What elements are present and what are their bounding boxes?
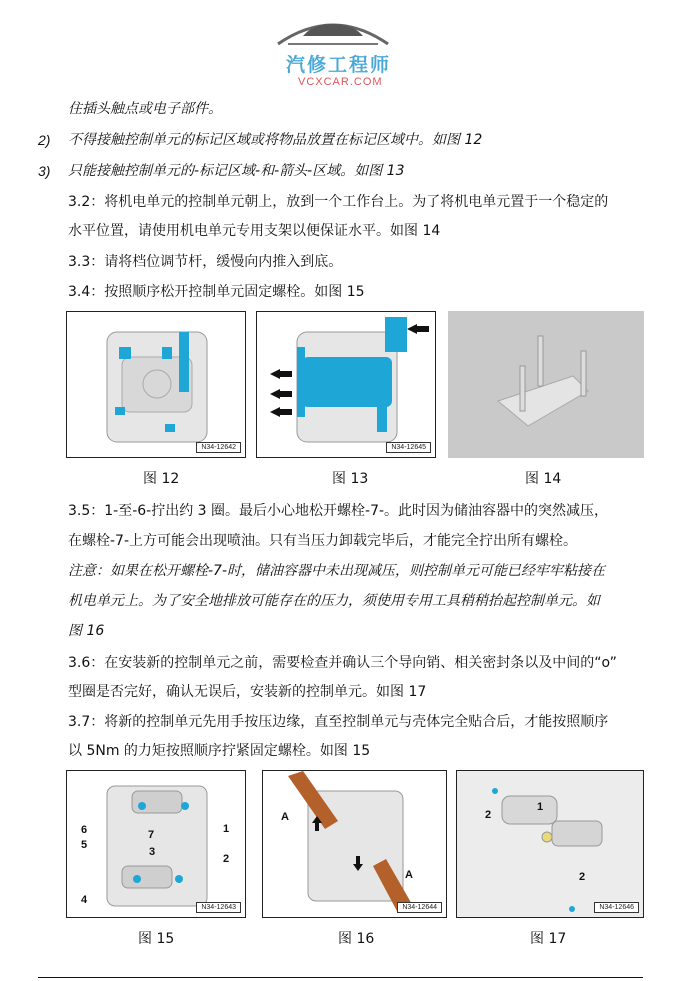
car-logo-icon	[268, 14, 398, 54]
callout-2: 2	[223, 853, 230, 865]
caption-figure-16: 图 16	[338, 931, 375, 947]
callout-2-top: 2	[485, 809, 492, 821]
list-item-2: 不得接触控制单元的标记区域或将物品放置在标记区域中。如图 12	[68, 132, 483, 148]
callout-A-bottom: A	[405, 869, 413, 881]
support-bracket-photo	[448, 311, 644, 458]
figure-13	[256, 311, 436, 458]
figure-code: N34-12646	[594, 902, 639, 913]
list-number-3: 3)	[38, 163, 51, 179]
step-3-7-line1: 3.7：将新的控制单元先用手按压边缘，直至控制单元与壳体完全贴合后，才能按照顺序	[68, 714, 609, 730]
control-unit-diagram	[257, 312, 436, 458]
step-3-4: 3.4：按照顺序松开控制单元固定螺栓。如图 15	[68, 284, 365, 300]
figure-code: N34-12642	[196, 442, 241, 453]
step-3-2-line2: 水平位置，请使用机电单元专用支架以便保证水平。如图 14	[68, 223, 441, 239]
figure-code: N34-12645	[386, 442, 431, 453]
caption-figure-17: 图 17	[530, 931, 567, 947]
control-unit-diagram	[67, 312, 246, 458]
note-line1: 注意：如果在松开螺栓-7-时，储油容器中未出现减压，则控制单元可能已经牢牢粘接在	[68, 563, 606, 579]
paragraph-continued: 住插头触点或电子部件。	[68, 101, 222, 117]
logo-text-cn: 汽修工程师	[286, 54, 392, 76]
callout-5: 5	[81, 839, 88, 851]
callout-4: 4	[81, 894, 88, 906]
figure-12	[66, 311, 246, 458]
step-3-5-line2: 在螺栓-7-上方可能会出现喷油。只有当压力卸载完毕后，才能完全拧出所有螺栓。	[68, 533, 578, 549]
bolt-sequence-diagram	[67, 771, 246, 918]
logo-text-en: VCXCAR.COM	[298, 76, 383, 88]
callout-7: 7	[148, 829, 155, 841]
step-3-6-line2: 型圈是否完好，确认无误后，安装新的控制单元。如图 17	[68, 684, 427, 700]
figure-16	[262, 770, 447, 918]
callout-1: 1	[537, 801, 544, 813]
callout-2-bottom: 2	[579, 871, 586, 883]
figure-14-photo	[448, 311, 644, 458]
list-item-3: 只能接触控制单元的-标记区域-和-箭头-区域。如图 13	[68, 163, 405, 179]
site-logo	[268, 14, 398, 88]
step-3-3: 3.3：请将档位调节杆，缓慢向内推入到底。	[68, 254, 343, 270]
step-3-7-line2: 以 5Nm 的力矩按照顺序拧紧固定螺栓。如图 15	[68, 743, 371, 759]
figure-17	[456, 770, 644, 918]
figure-code: N34-12643	[196, 902, 241, 913]
caption-figure-12: 图 12	[143, 471, 180, 487]
step-3-2-line1: 3.2：将机电单元的控制单元朝上，放到一个工作台上。为了将机电单元置于一个稳定的	[68, 194, 609, 210]
caption-figure-15: 图 15	[138, 931, 175, 947]
list-number-2: 2)	[38, 132, 51, 148]
special-tool-diagram	[263, 771, 447, 918]
step-3-5-line1: 3.5：1-至-6-拧出约 3 圈。最后小心地松开螺栓-7-。此时因为储油容器中的突然减压，	[68, 503, 609, 519]
note-line2: 机电单元上。为了安全地排放可能存在的压力，须使用专用工具稍稍抬起控制单元。如	[68, 593, 600, 609]
footer-divider	[38, 977, 643, 978]
step-3-6-line1: 3.6：在安装新的控制单元之前，需要检查并确认三个导向销、相关密封条以及中间的“o”	[68, 655, 617, 671]
note-line3: 图 16	[68, 623, 105, 639]
callout-A-top: A	[281, 811, 289, 823]
caption-figure-13: 图 13	[332, 471, 369, 487]
callout-1: 1	[223, 823, 230, 835]
figure-15	[66, 770, 246, 918]
callout-6: 6	[81, 824, 88, 836]
figure-code: N34-12644	[397, 902, 442, 913]
callout-3: 3	[149, 846, 156, 858]
caption-figure-14: 图 14	[525, 471, 562, 487]
guide-pin-diagram	[457, 771, 644, 918]
